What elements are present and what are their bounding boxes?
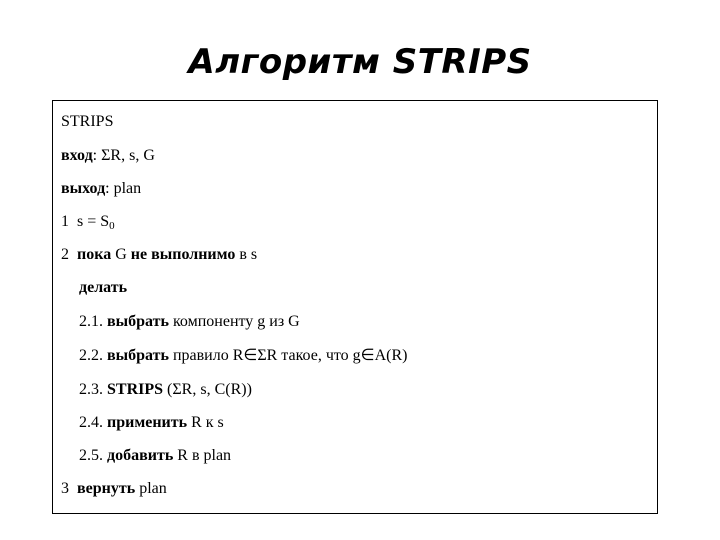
step-text: в s xyxy=(235,246,258,263)
substep-text: (ΣR, s, C(R)) xyxy=(163,381,252,398)
substep-number: 2.1. xyxy=(79,313,103,330)
step-text: s = S xyxy=(77,213,110,230)
step-2 xyxy=(61,246,257,264)
input-keyword: вход xyxy=(61,147,93,164)
output-params: : plan xyxy=(105,180,142,197)
algorithm-box xyxy=(52,100,658,514)
slide-title: Алгоритм STRIPS xyxy=(188,42,532,82)
output-keyword: выход xyxy=(61,180,106,197)
output-line xyxy=(61,180,141,198)
step-1 xyxy=(61,213,115,231)
do-line xyxy=(79,279,127,297)
do-keyword: делать xyxy=(79,279,128,296)
substep-number: 2.4. xyxy=(79,414,103,431)
substep-number: 2.5. xyxy=(79,447,103,464)
input-line xyxy=(61,147,155,165)
substep-text: правило R∈ΣR такое, что g∈A(R) xyxy=(168,347,408,364)
subscript: 0 xyxy=(109,220,115,232)
substep-text: компоненту g из G xyxy=(168,313,300,330)
algorithm-header xyxy=(61,113,113,131)
step-text: plan xyxy=(135,480,167,497)
substep-keyword: выбрать xyxy=(107,313,169,330)
input-params: : ΣR, s, G xyxy=(92,147,155,164)
substep-text: R в plan xyxy=(173,447,232,464)
step-number: 1 xyxy=(61,213,69,230)
step-3 xyxy=(61,480,167,498)
substep-number: 2.3. xyxy=(79,381,103,398)
step-text: G xyxy=(111,246,131,263)
return-keyword: вернуть xyxy=(77,480,136,497)
step-number: 3 xyxy=(61,480,69,497)
substep-2-5 xyxy=(79,447,231,465)
while-keyword: пока xyxy=(77,246,112,263)
algorithm-name: STRIPS xyxy=(61,113,114,130)
substep-keyword: выбрать xyxy=(107,347,169,364)
substep-keyword: добавить xyxy=(107,447,174,464)
substep-2-3 xyxy=(79,381,252,399)
substep-number: 2.2. xyxy=(79,347,103,364)
substep-text: R к s xyxy=(187,414,224,431)
substep-keyword: STRIPS xyxy=(107,381,164,398)
substep-2-2 xyxy=(79,347,408,365)
step-number: 2 xyxy=(61,246,69,263)
substep-2-1 xyxy=(79,313,300,331)
not-satisfiable-keyword: не выполнимо xyxy=(130,246,236,263)
substep-keyword: применить xyxy=(107,414,188,431)
substep-2-4 xyxy=(79,414,224,432)
